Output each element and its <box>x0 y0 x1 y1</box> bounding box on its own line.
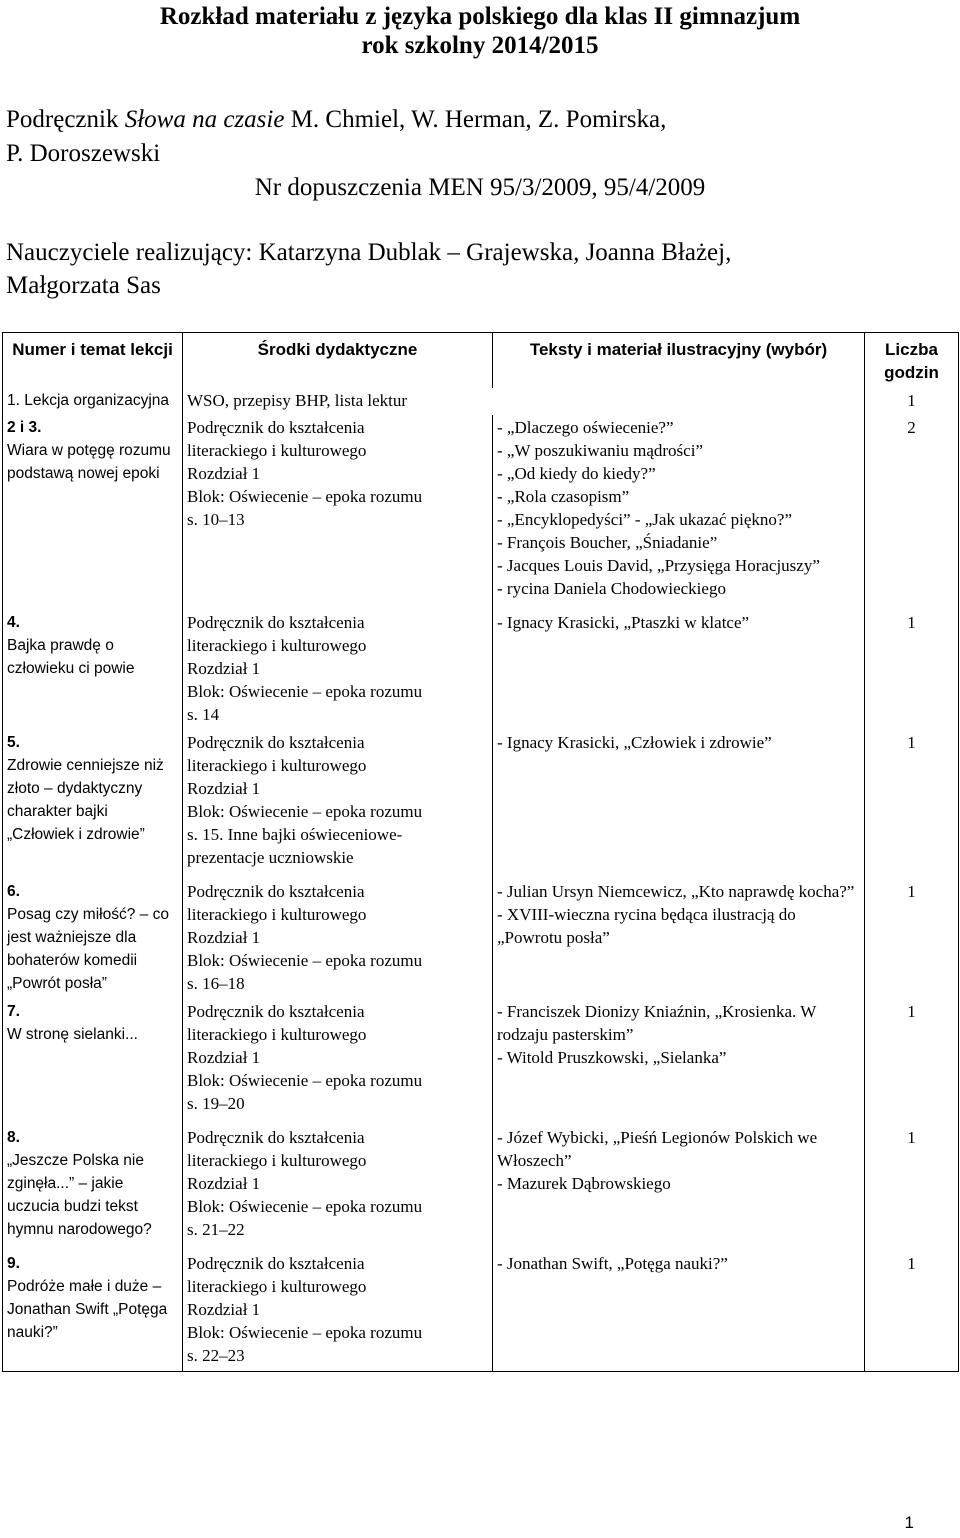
texts-cell: - Józef Wybicki, „Pieśń Legionów Polskich we Włoszech” - Mazurek Dąbrowskiego <box>493 1125 865 1251</box>
table-row <box>3 388 959 415</box>
hours-cell: 1 <box>865 879 959 999</box>
hours-cell: 1 <box>865 999 959 1125</box>
table-row <box>3 879 959 999</box>
lesson-number: 5. <box>7 734 20 751</box>
textbook-authors-cont: P. Doroszewski <box>6 140 161 167</box>
materials-cell: Podręcznik do kształcenia literackiego i kulturowego Rozdział 1 Blok: Oświecenie – epoka rozumu s. 10–13 <box>183 415 493 610</box>
table-row <box>3 1251 959 1372</box>
materials-cell: WSO, przepisy BHP, lista lektur <box>183 388 865 415</box>
approval-number: Nr dopuszczenia MEN 95/3/2009, 95/4/2009 <box>254 174 706 201</box>
lesson-topic: „Jeszcze Polska nie zginęła...” – jakie uczucia budzi tekst hymnu narodowego? <box>7 1152 152 1238</box>
hours-cell: 1 <box>865 388 959 415</box>
materials-cell: Podręcznik do kształcenia literackiego i kulturowego Rozdział 1 Blok: Oświecenie – epoka rozumu s. 19–20 <box>183 999 493 1125</box>
lesson-cell <box>3 730 183 879</box>
textbook-authors: M. Chmiel, W. Herman, Z. Pomirska, <box>284 106 667 133</box>
lesson-topic: Bajka prawdę o człowieku ci powie <box>7 637 135 677</box>
lesson-number: 9. <box>7 1255 20 1272</box>
hours-cell: 1 <box>865 730 959 879</box>
lesson-number: 6. <box>7 883 20 900</box>
lesson-cell <box>3 610 183 730</box>
lesson-topic: Podróże małe i duże – Jonathan Swift „Potęga nauki?” <box>7 1278 168 1341</box>
table-header-row <box>3 333 959 389</box>
page-number: 1 <box>904 1513 914 1532</box>
textbook-line <box>6 103 956 137</box>
texts-cell: - Franciszek Dionizy Kniaźnin, „Krosienka. W rodzaju pasterskim” - Witold Pruszkowski, „Sielanka” <box>493 999 865 1125</box>
hours-cell: 2 <box>865 415 959 610</box>
table-row <box>3 415 959 610</box>
lesson-cell <box>3 1251 183 1372</box>
lesson-cell <box>3 388 183 415</box>
table-row <box>3 999 959 1125</box>
texts-cell: - Julian Ursyn Niemcewicz, „Kto naprawdę kocha?” - XVIII-wieczna rycina będąca ilustracją do „Powrotu posła” <box>493 879 865 999</box>
hours-cell: 1 <box>865 1251 959 1372</box>
textbook-prefix: Podręcznik <box>6 106 125 133</box>
header-texts: Teksty i materiał ilustracyjny (wybór) <box>493 333 865 389</box>
lesson-number: 2 i 3. <box>7 419 42 436</box>
lesson-cell <box>3 1125 183 1251</box>
lesson-topic: Lekcja organizacyjna <box>24 392 170 409</box>
lesson-topic: W stronę sielanki... <box>7 1026 138 1043</box>
header-hours: Liczba godzin <box>865 333 959 389</box>
hours-cell: 1 <box>865 1125 959 1251</box>
teachers-line-2: Małgorzata Sas <box>6 272 161 299</box>
materials-cell: Podręcznik do kształcenia literackiego i kulturowego Rozdział 1 Blok: Oświecenie – epoka rozumu s. 16–18 <box>183 879 493 999</box>
hours-cell: 1 <box>865 610 959 730</box>
title-line-2: rok szkolny 2014/2015 <box>361 32 599 59</box>
textbook-title: Słowa na czasie <box>124 106 285 133</box>
texts-cell: - „Dlaczego oświecenie?” - „W poszukiwaniu mądrości” - „Od kiedy do kiedy?” - „Rola czasopism” - „Encyklopedyści” - „Jak ukazać piękno?” - François Boucher, „Śniadanie” - Jacques Louis David, „Przysięga Horacjuszy” - rycina Daniela Chodowieckiego <box>493 415 865 610</box>
lesson-topic: Zdrowie cenniejsze niż złoto – dydaktyczny charakter bajki „Człowiek i zdrowie” <box>7 757 164 843</box>
teachers-line-1: Nauczyciele realizujący: Katarzyna Dublak – Grajewska, Joanna Błażej, <box>6 239 732 266</box>
texts-cell: - Jonathan Swift, „Potęga nauki?” <box>493 1251 865 1372</box>
lesson-cell <box>3 415 183 610</box>
header-materials: Środki dydaktyczne <box>183 333 493 389</box>
lesson-number: 8. <box>7 1129 20 1146</box>
lesson-cell <box>3 879 183 999</box>
materials-cell: Podręcznik do kształcenia literackiego i kulturowego Rozdział 1 Blok: Oświecenie – epoka rozumu s. 22–23 <box>183 1251 493 1372</box>
lesson-number: 1. <box>7 392 20 409</box>
materials-cell: Podręcznik do kształcenia literackiego i kulturowego Rozdział 1 Blok: Oświecenie – epoka rozumu s. 15. Inne bajki oświeceniowe- prezentacje uczniowskie <box>183 730 493 879</box>
lesson-number: 7. <box>7 1003 20 1020</box>
title-line-1: Rozkład materiału z języka polskiego dla klas II gimnazjum <box>159 3 801 30</box>
lesson-topic: Wiara w potęgę rozumu podstawą nowej epoki <box>7 442 171 482</box>
lesson-plan-table <box>2 332 959 1372</box>
table-row <box>3 1125 959 1251</box>
materials-cell: Podręcznik do kształcenia literackiego i kulturowego Rozdział 1 Blok: Oświecenie – epoka rozumu s. 14 <box>183 610 493 730</box>
lesson-topic: Posag czy miłość? – co jest ważniejsze dla bohaterów komedii „Powrót posła” <box>7 906 169 992</box>
texts-cell: - Ignacy Krasicki, „Ptaszki w klatce” <box>493 610 865 730</box>
materials-cell: Podręcznik do kształcenia literackiego i kulturowego Rozdział 1 Blok: Oświecenie – epoka rozumu s. 21–22 <box>183 1125 493 1251</box>
lesson-number: 4. <box>7 614 20 631</box>
lesson-cell <box>3 999 183 1125</box>
table-row <box>3 730 959 879</box>
header-lesson: Numer i temat lekcji <box>3 333 183 389</box>
table-row <box>3 610 959 730</box>
texts-cell: - Ignacy Krasicki, „Człowiek i zdrowie” <box>493 730 865 879</box>
